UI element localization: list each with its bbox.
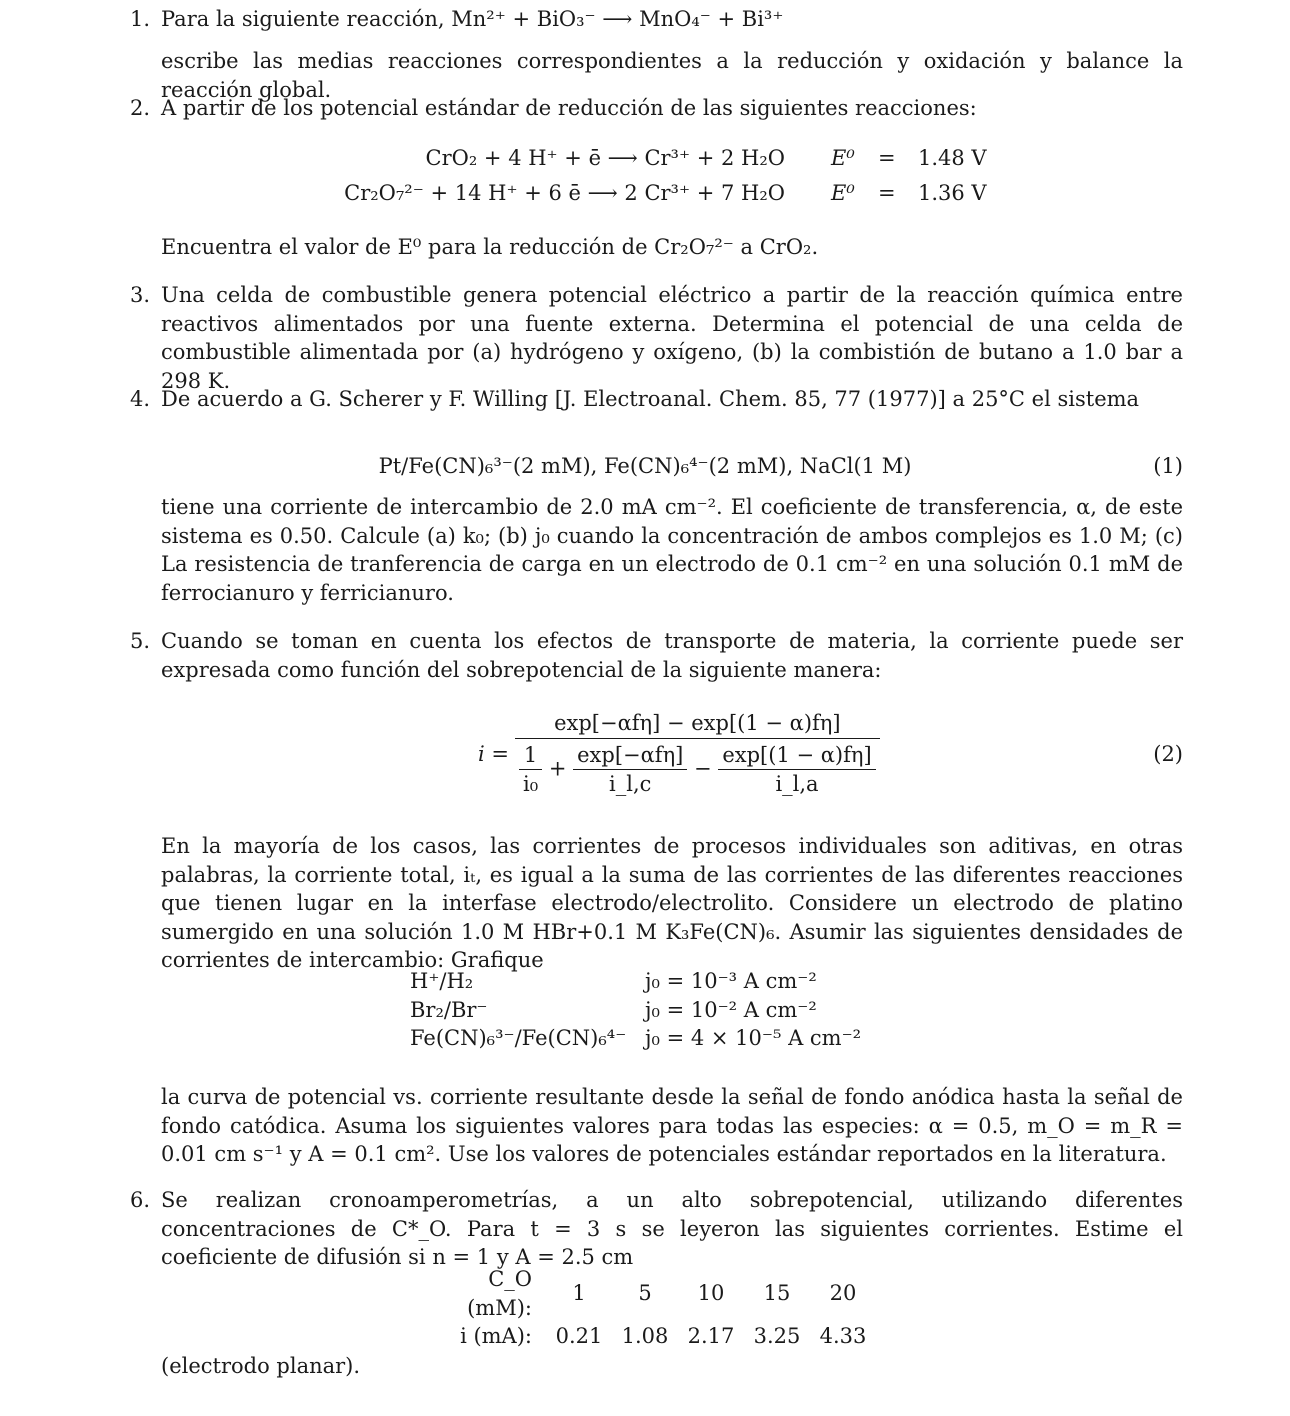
table-cell: 10	[697, 1281, 725, 1306]
problem-number: 2.	[130, 96, 151, 120]
table-row	[410, 967, 861, 996]
main-denominator	[515, 739, 880, 799]
problem-6-text: Se realizan cronoamperometrías, a un alto sobrepotencial, utilizando diferentes concentraciones de C*_O. Para t = 3 s se leyeron las siguientes corrientes. Estime el coeficiente de difusión si n = 1 y A = 2.5 cm	[161, 1188, 1183, 1269]
reaction-label: E⁰	[831, 181, 855, 205]
table-cell: 5	[638, 1281, 652, 1306]
couple-cell: Fe(CN)₆³⁻/Fe(CN)₆⁴⁻	[410, 1026, 627, 1050]
plus-sign: +	[548, 756, 567, 781]
equation-lhs: i =	[478, 741, 509, 766]
term-3	[718, 741, 875, 799]
equation-number: (2)	[1153, 742, 1183, 766]
problem-2-question: Encuentra el valor de E⁰ para la reducción de Cr₂O₇²⁻ a CrO₂.	[161, 235, 819, 259]
problem-1-text: escribe las medias reacciones correspondientes a la reducción y oxidación y balance la reacción global.	[161, 49, 1183, 102]
reaction-equals: =	[878, 181, 896, 205]
row-label: C_O (mM):	[467, 1267, 532, 1320]
exchange-current-table	[410, 967, 861, 1053]
problem-6-closing: (electrodo planar).	[161, 1354, 361, 1378]
table-cell: 0.21	[555, 1324, 603, 1348]
reaction-potential: 1.36 V	[918, 181, 987, 205]
term-1	[519, 741, 542, 799]
reaction-equals: =	[878, 146, 896, 170]
equation-number: (1)	[1153, 454, 1183, 478]
problem-4-text: tiene una corriente de intercambio de 2.0 mA cm⁻². El coeficiente de transferencia, α, de este sistema es 0.50. Calcule (a) k₀; (b) j₀ cuando la concentración de ambos complejos es 1.0 M; (c) La resistencia de tranferencia de carga en un electrodo de 0.1 cm⁻² en una solución 0.1 mM de ferrocianuro y ferricianuro.	[161, 495, 1183, 605]
table-cell: 2.17	[687, 1324, 735, 1348]
reaction-equation: CrO₂ + 4 H⁺ + ē ⟶ Cr³⁺ + 2 H₂O	[425, 146, 785, 170]
minus-sign: −	[694, 756, 712, 781]
table-cell: 20	[829, 1281, 857, 1306]
term-1-numerator: 1	[519, 741, 542, 771]
j0-cell: j₀ = 10⁻³ A cm⁻²	[645, 969, 817, 993]
main-numerator: exp[−αfη] − exp[(1 − α)fη]	[515, 709, 880, 739]
problem-number: 1.	[130, 7, 151, 31]
problem-1-intro: Para la siguiente reacción,	[161, 7, 445, 31]
term-2-denominator: i_l,c	[609, 772, 652, 797]
reaction-label: E⁰	[831, 146, 855, 170]
problem-number: 3.	[130, 283, 151, 307]
term-2-numerator: exp[−αfη]	[573, 741, 687, 771]
problem-4-intro: De acuerdo a G. Scherer y F. Willing [J. Electroanal. Chem. 85, 77 (1977)] a 25°C el sistema	[161, 387, 1140, 411]
problem-1-intro-line	[161, 5, 783, 34]
chronoamperometry-table	[420, 1265, 876, 1351]
table-row	[420, 1322, 876, 1351]
current-equation	[0, 700, 1290, 808]
main-fraction	[515, 709, 880, 799]
problem-5-paragraph: En la mayoría de los casos, las corrientes de procesos individuales son aditivas, en otras palabras, la corriente total, iₜ, es igual a la suma de las corrientes de las diferentes reacciones que tienen lugar en la interfase electrodo/electrolito. Considere un electrodo de platino sumergido en una solución 1.0 M HBr+0.1 M K₃Fe(CN)₆. Asumir las siguientes densidades de corrientes de intercambio: Grafique	[161, 834, 1183, 972]
problem-number: 6.	[130, 1188, 151, 1212]
table-cell: 1	[572, 1281, 586, 1306]
term-2	[573, 741, 687, 799]
term-1-denominator: i₀	[523, 772, 539, 797]
table-row	[410, 996, 861, 1025]
table-cell: 4.33	[819, 1324, 867, 1348]
term-3-denominator: i_l,a	[775, 772, 819, 797]
problem-2-intro: A partir de los potencial estándar de reducción de las siguientes reacciones:	[161, 96, 977, 120]
row-label: i (mA):	[460, 1324, 532, 1348]
problem-4-equation: Pt/Fe(CN)₆³⁻(2 mM), Fe(CN)₆⁴⁻(2 mM), NaCl(1 M)	[378, 454, 912, 478]
reaction-potential: 1.48 V	[918, 146, 987, 170]
table-cell: 1.08	[621, 1324, 669, 1348]
couple-cell: Br₂/Br⁻	[410, 997, 488, 1022]
problem-number: 5.	[130, 629, 151, 653]
j0-cell: j₀ = 4 × 10⁻⁵ A cm⁻²	[645, 1026, 862, 1050]
problem-5-closing: la curva de potencial vs. corriente resultante desde la señal de fondo anódica hasta la señal de fondo catódica. Asuma los siguientes valores para todas las especies: α = 0.5, m_O = m_R = 0.01 cm s⁻¹ y A = 0.1 cm². Use los valores de potenciales estándar reportados en la literatura.	[161, 1085, 1183, 1166]
problem-1-reaction: Mn²⁺ + BiO₃⁻ ⟶ MnO₄⁻ + Bi³⁺	[451, 7, 784, 31]
problem-number: 4.	[130, 387, 151, 411]
table-cell: 15	[763, 1281, 791, 1306]
table-row	[410, 1024, 861, 1053]
problem-5-intro: Cuando se toman en cuenta los efectos de transporte de materia, la corriente puede ser expresada como función del sobrepotencial de la siguiente manera:	[161, 629, 1183, 682]
table-row	[420, 1265, 876, 1322]
table-cell: 3.25	[753, 1324, 801, 1348]
couple-cell: H⁺/H₂	[410, 969, 474, 993]
problem-3-text: Una celda de combustible genera potencial eléctrico a partir de la reacción química entre reactivos alimentados por una fuente externa. Determina el potencial de una celda de combustible alimentada por (a) hydrógeno y oxígeno, (b) la combistión de butano a 1.0 bar a 298 K.	[161, 283, 1183, 393]
j0-cell: j₀ = 10⁻² A cm⁻²	[645, 997, 817, 1022]
term-3-numerator: exp[(1 − α)fη]	[718, 741, 875, 771]
reaction-equation: Cr₂O₇²⁻ + 14 H⁺ + 6 ē ⟶ 2 Cr³⁺ + 7 H₂O	[344, 181, 785, 205]
